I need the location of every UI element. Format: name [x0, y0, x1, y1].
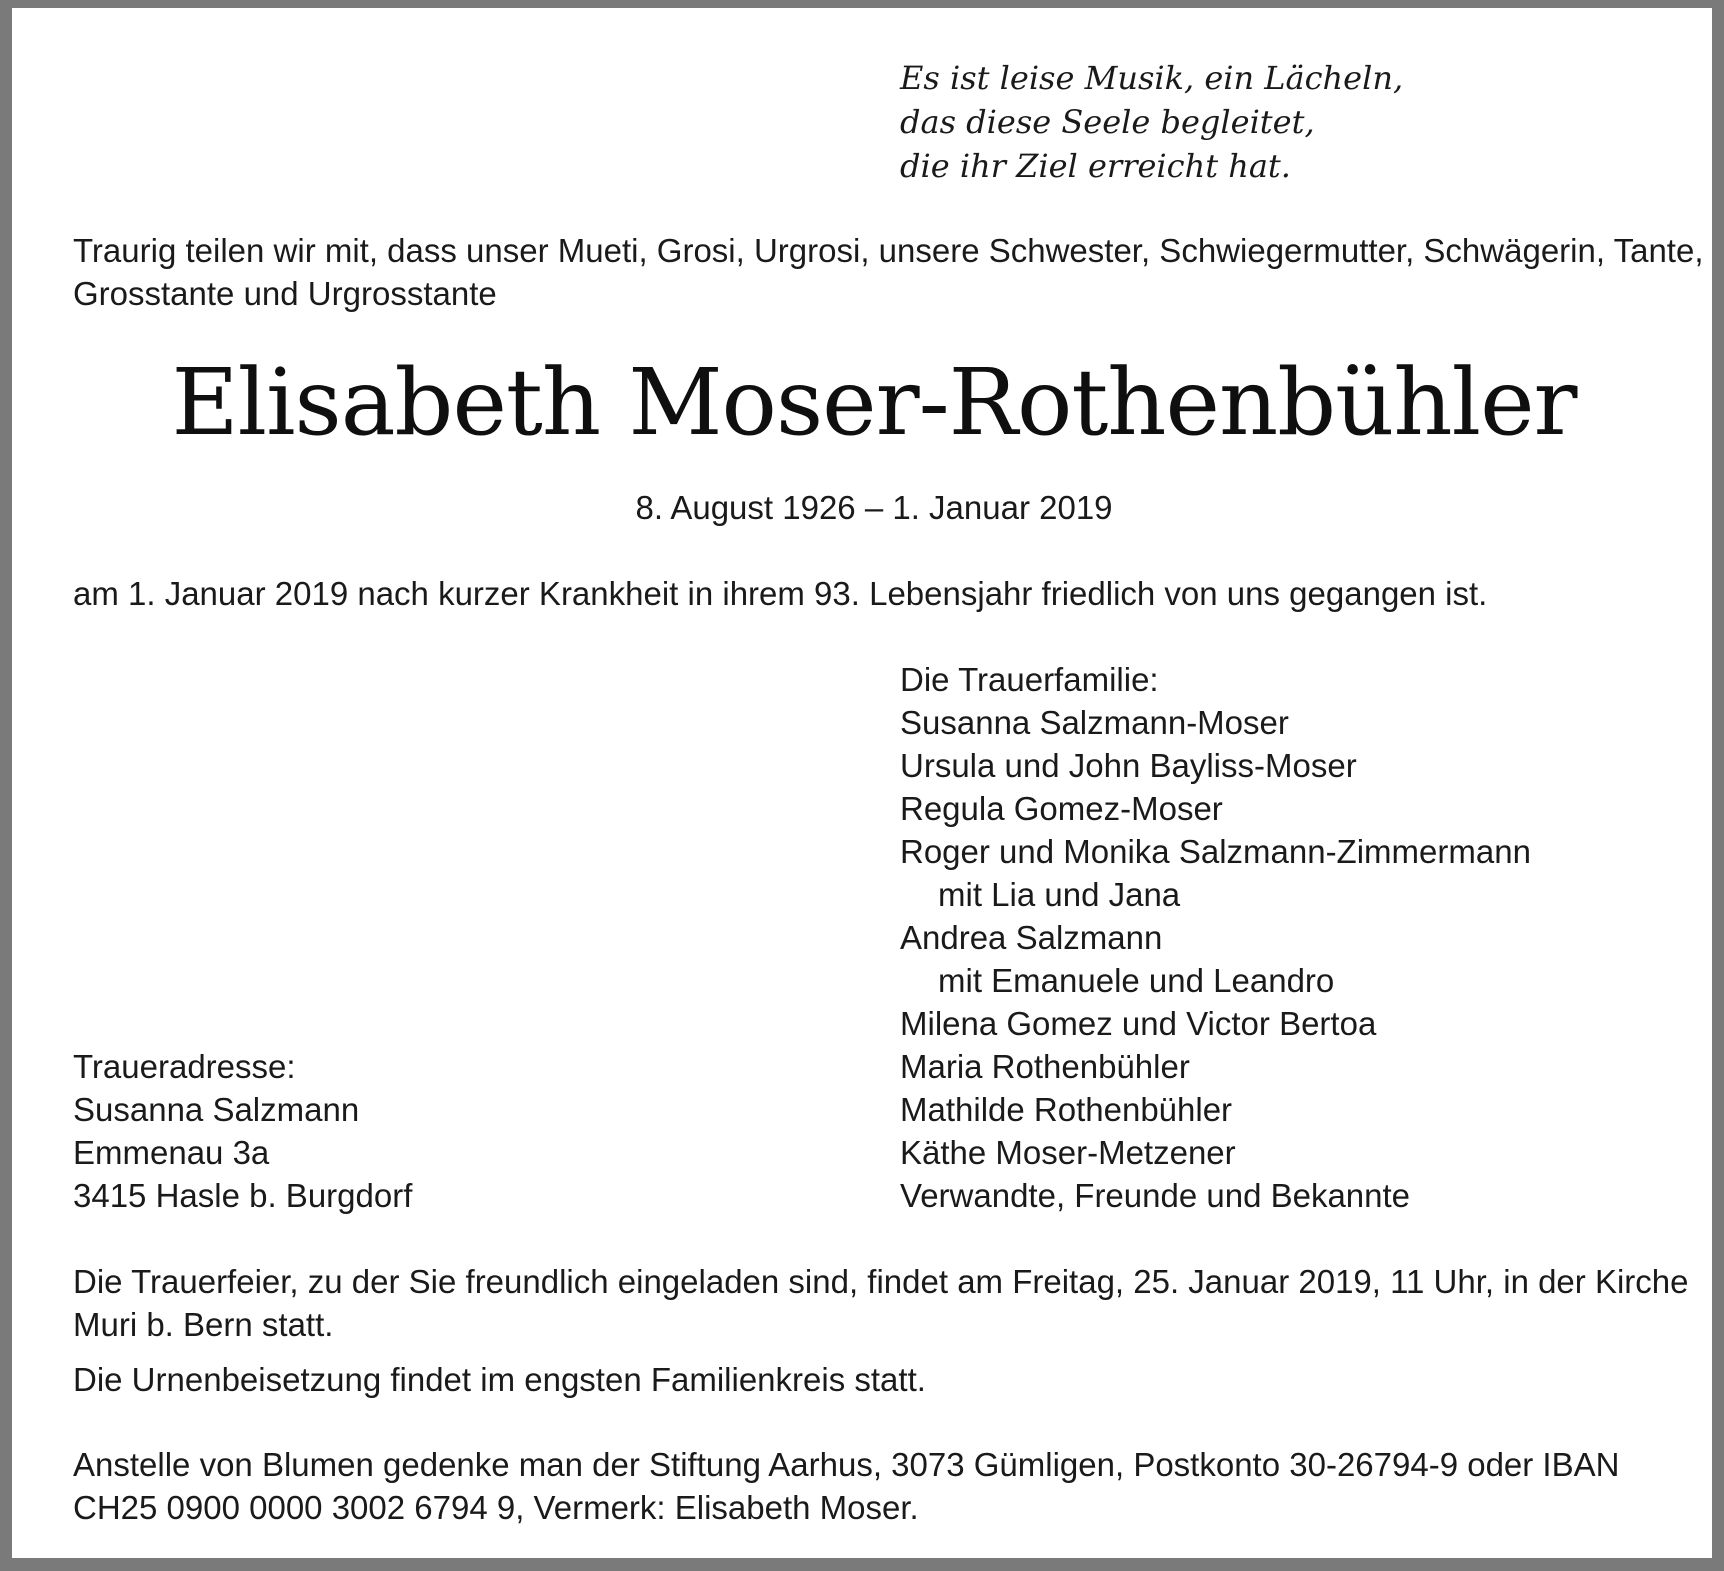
death-notice-line: am 1. Januar 2019 nach kurzer Krankheit in ihrem 93. Lebensjahr friedlich von uns gegangen ist.	[73, 575, 1488, 612]
urn-burial-line: Die Urnenbeisetzung findet im engsten Familienkreis statt.	[73, 1361, 926, 1398]
donation-line: Anstelle von Blumen gedenke man der Stiftung Aarhus, 3073 Gümligen, Postkonto 30-26794-9 oder IBAN	[73, 1446, 1620, 1483]
urn-burial-notice	[73, 1358, 926, 1401]
intro-line: Grosstante und Urgrosstante	[73, 275, 497, 312]
funeral-ceremony-notice	[73, 1260, 1689, 1346]
family-member-sub: mit Lia und Jana	[938, 876, 1181, 913]
family-member: Andrea Salzmann	[900, 919, 1163, 956]
donation-line: CH25 0900 0000 3002 6794 9, Vermerk: Elisabeth Moser.	[73, 1489, 919, 1526]
family-member-sub: mit Emanuele und Leandro	[938, 962, 1335, 999]
deceased-name: Elisabeth Moser-Rothenbühler	[171, 349, 1577, 456]
quote-line: die ihr Ziel erreicht hat.	[900, 147, 1291, 185]
life-dates: 8. August 1926 – 1. Januar 2019	[635, 489, 1113, 526]
address-city: 3415 Hasle b. Burgdorf	[73, 1177, 413, 1214]
intro-line: Traurig teilen wir mit, dass unser Mueti, Grosi, Urgrosi, unsere Schwester, Schwiegermutter, Schwägerin, Tante,	[73, 232, 1704, 269]
family-member: Mathilde Rothenbühler	[900, 1091, 1233, 1128]
address-name: Susanna Salzmann	[73, 1091, 360, 1128]
family-member: Maria Rothenbühler	[900, 1048, 1190, 1085]
family-member: Susanna Salzmann-Moser	[900, 704, 1289, 741]
mourning-family-list	[900, 658, 1531, 1217]
family-heading: Die Trauerfamilie:	[900, 661, 1159, 698]
donation-notice	[73, 1443, 1619, 1529]
family-member: Milena Gomez und Victor Bertoa	[900, 1005, 1377, 1042]
address-street: Emmenau 3a	[73, 1134, 270, 1171]
quote-line: Es ist leise Musik, ein Lächeln,	[900, 59, 1404, 97]
ceremony-line: Die Trauerfeier, zu der Sie freundlich eingeladen sind, findet am Freitag, 25. Januar 2019, 11 Uhr, in der Kirche	[73, 1263, 1689, 1300]
address-heading: Traueradresse:	[73, 1048, 296, 1085]
quote-line: das diese Seele begleitet,	[900, 103, 1315, 141]
family-member: Ursula und John Bayliss-Moser	[900, 747, 1357, 784]
mourning-address	[73, 1045, 412, 1217]
ceremony-line: Muri b. Bern statt.	[73, 1306, 334, 1343]
intro-paragraph	[73, 229, 1704, 315]
family-member: Verwandte, Freunde und Bekannte	[900, 1177, 1411, 1214]
memorial-quote	[900, 56, 1403, 188]
family-member: Roger und Monika Salzmann-Zimmermann	[900, 833, 1531, 870]
family-member: Käthe Moser-Metzener	[900, 1134, 1236, 1171]
death-notice	[73, 572, 1487, 615]
family-member: Regula Gomez-Moser	[900, 790, 1223, 827]
